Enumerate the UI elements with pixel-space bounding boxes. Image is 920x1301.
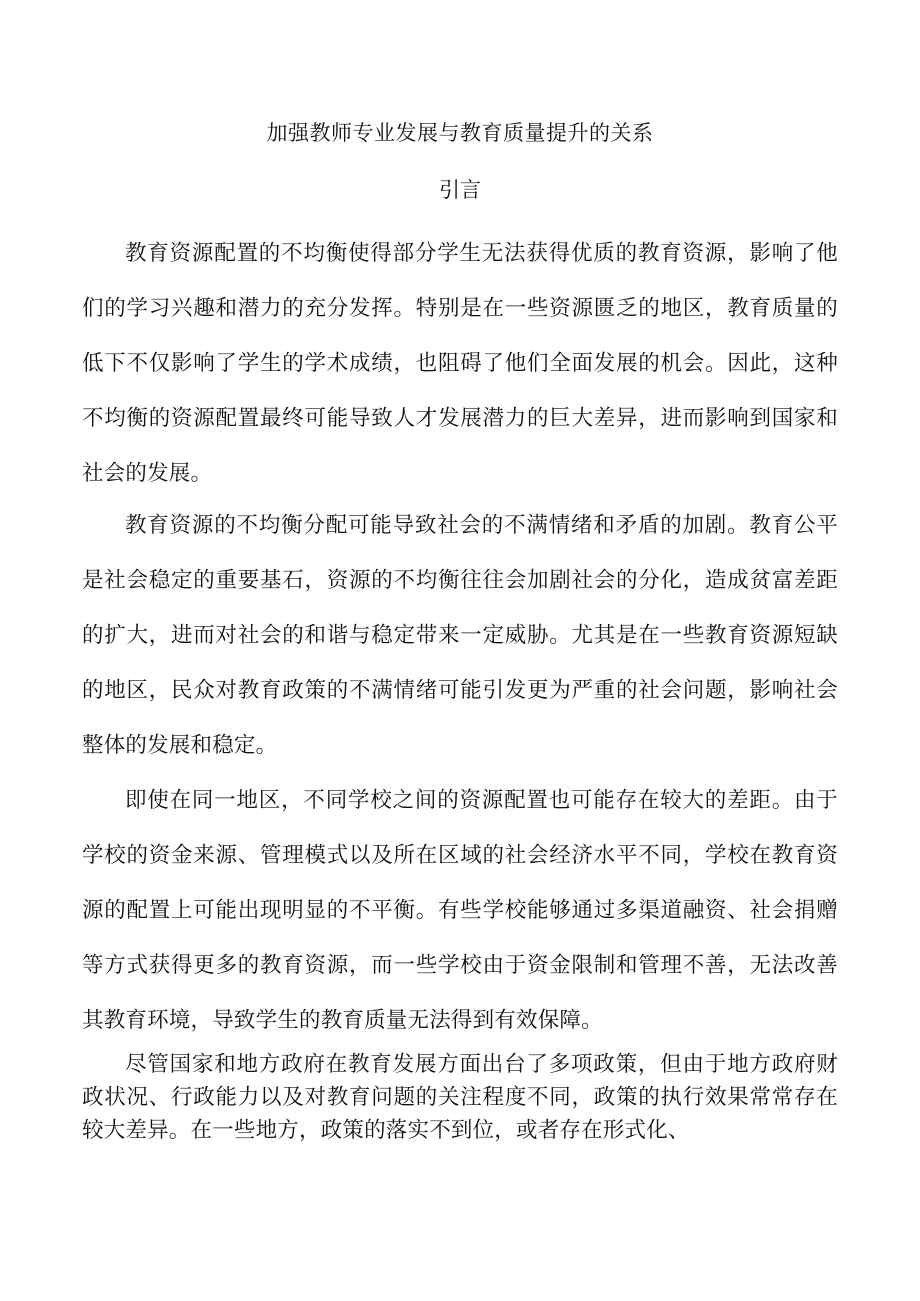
paragraph-2: 教育资源的不均衡分配可能导致社会的不满情绪和矛盾的加剧。教育公平是社会稳定的重要基石，资源的不均衡往往会加剧社会的分化，造成贫富差距的扩大，进而对社会的和谐与稳定带来一定威胁。尤其是在一些教育资源短缺的地区，民众对教育政策的不满情绪可能引发更为严重的社会问题，影响社会整体的发展和稳定。 xyxy=(82,513,838,758)
section-heading: 引言 xyxy=(439,178,481,202)
document-title: 加强教师专业发展与教育质量提升的关系 xyxy=(266,121,654,145)
paragraph-1: 教育资源配置的不均衡使得部分学生无法获得优质的教育资源，影响了他们的学习兴趣和潜力的充分发挥。特别是在一些资源匮乏的地区，教育质量的低下不仅影响了学生的学术成绩，也阻碍了他们全面发展的机会。因此，这种不均衡的资源配置最终可能导致人才发展潜力的巨大差异，进而影响到国家和社会的发展。 xyxy=(82,241,838,486)
paragraph-4: 尽管国家和地方政府在教育发展方面出台了多项政策，但由于地方政府财政状况、行政能力以及对教育问题的关注程度不同，政策的执行效果常常存在较大差异。在一些地方，政策的落实不到位，或者存在形式化、 xyxy=(82,1052,838,1143)
paragraph-3: 即使在同一地区，不同学校之间的资源配置也可能存在较大的差距。由于学校的资金来源、管理模式以及所在区域的社会经济水平不同，学校在教育资源的配置上可能出现明显的不平衡。有些学校能够通过多渠道融资、社会捐赠等方式获得更多的教育资源，而一些学校由于资金限制和管理不善，无法改善其教育环境，导致学生的教育质量无法得到有效保障。 xyxy=(82,788,838,1033)
